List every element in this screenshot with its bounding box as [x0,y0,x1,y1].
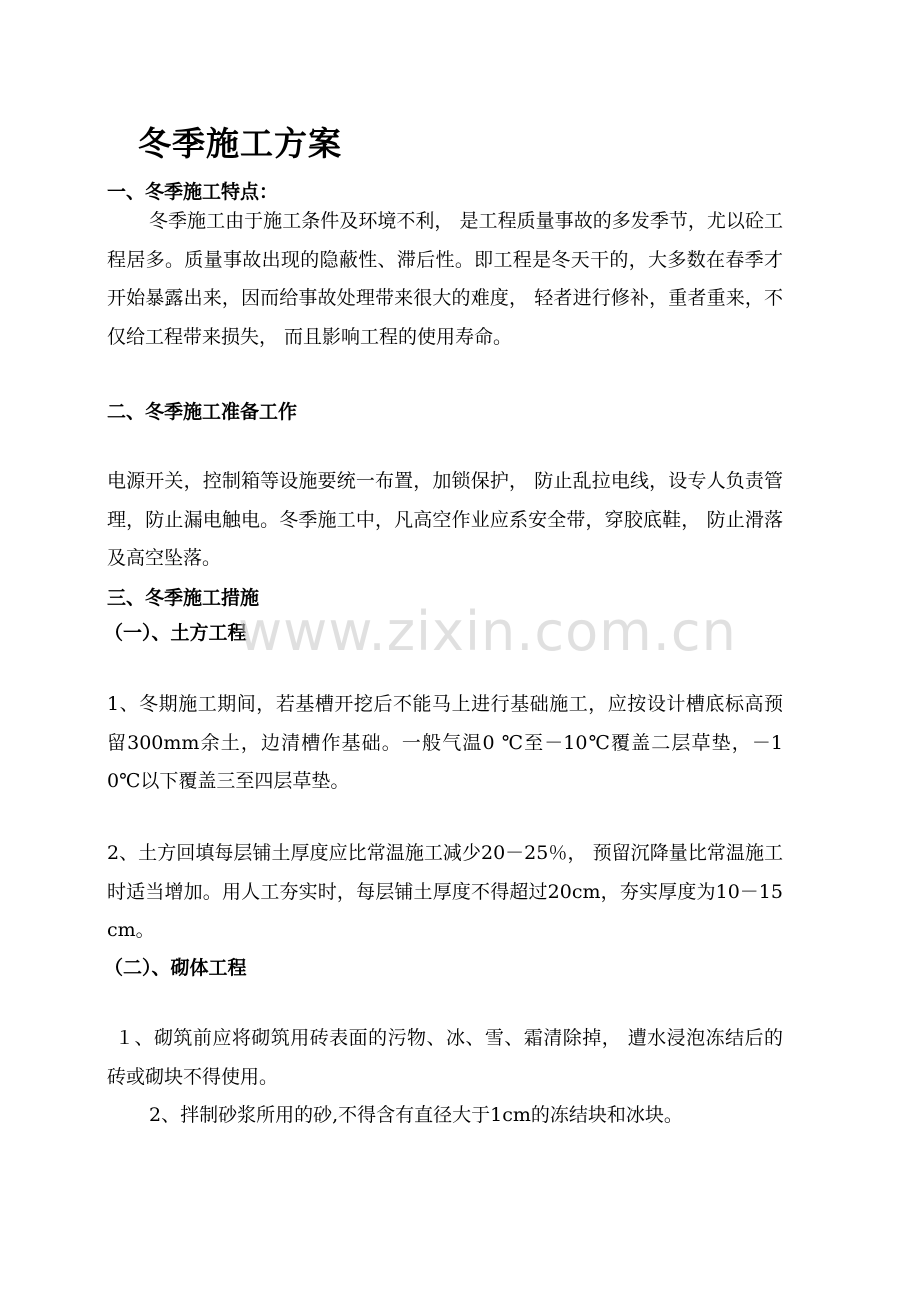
earthwork-paragraph-1: 1、冬期施工期间，若基槽开挖后不能马上进行基础施工，应按设计槽底标高预留300mm余土，边清槽作基础。一般气温0 ℃至－10℃覆盖二层草垫，－10℃以下覆盖三至四层草垫。 [107,693,783,793]
section-paragraph-2: 电源开关，控制箱等设施要统一布置，加锁保护， 防止乱拉电线，设专人负责管理，防止漏电触电。冬季施工中，凡高空作业应系安全带，穿胶底鞋， 防止滑落及高空坠落。 [107,470,783,570]
masonry-paragraph-1: １、砌筑前应将砌筑用砖表面的污物、冰、雪、霜清除掉， 遭水浸泡冻结后的砖或砌块不得使用。 [107,1027,783,1088]
masonry-paragraph-2: 2、拌制砂浆所用的砂,不得含有直径大于1cm的冻结块和冰块。 [149,1104,683,1126]
watermark: www.zixin.com.cn [238,600,737,663]
document-title: 冬季施工方案 [138,124,342,163]
earthwork-paragraph-2: 2、土方回填每层铺土厚度应比常温施工减少20－25％， 预留沉降量比常温施工时适当增加。用人工夯实时，每层铺土厚度不得超过20cm，夯实厚度为10－15cm。 [107,842,783,942]
section-heading-1: 一、冬季施工特点： [107,181,279,203]
section-heading-2: 二、冬季施工准备工作 [107,401,298,423]
subsection-heading-earthwork: （一）、土方工程 [104,622,247,644]
section-heading-3: 三、冬季施工措施 [107,587,260,609]
section-paragraph-1: 冬季施工由于施工条件及环境不利， 是工程质量事故的多发季节，尤以砼工程居多。质量事故出现的隐蔽性、滞后性。即工程是冬天干的，大多数在春季才开始暴露出来，因而给事故处理带来很大的难度， 轻者进行修补，重者重来，不仅给工程带来损失， 而且影响工程的使用寿命。 [107,210,783,348]
subsection-heading-masonry: （二）、砌体工程 [104,957,247,979]
